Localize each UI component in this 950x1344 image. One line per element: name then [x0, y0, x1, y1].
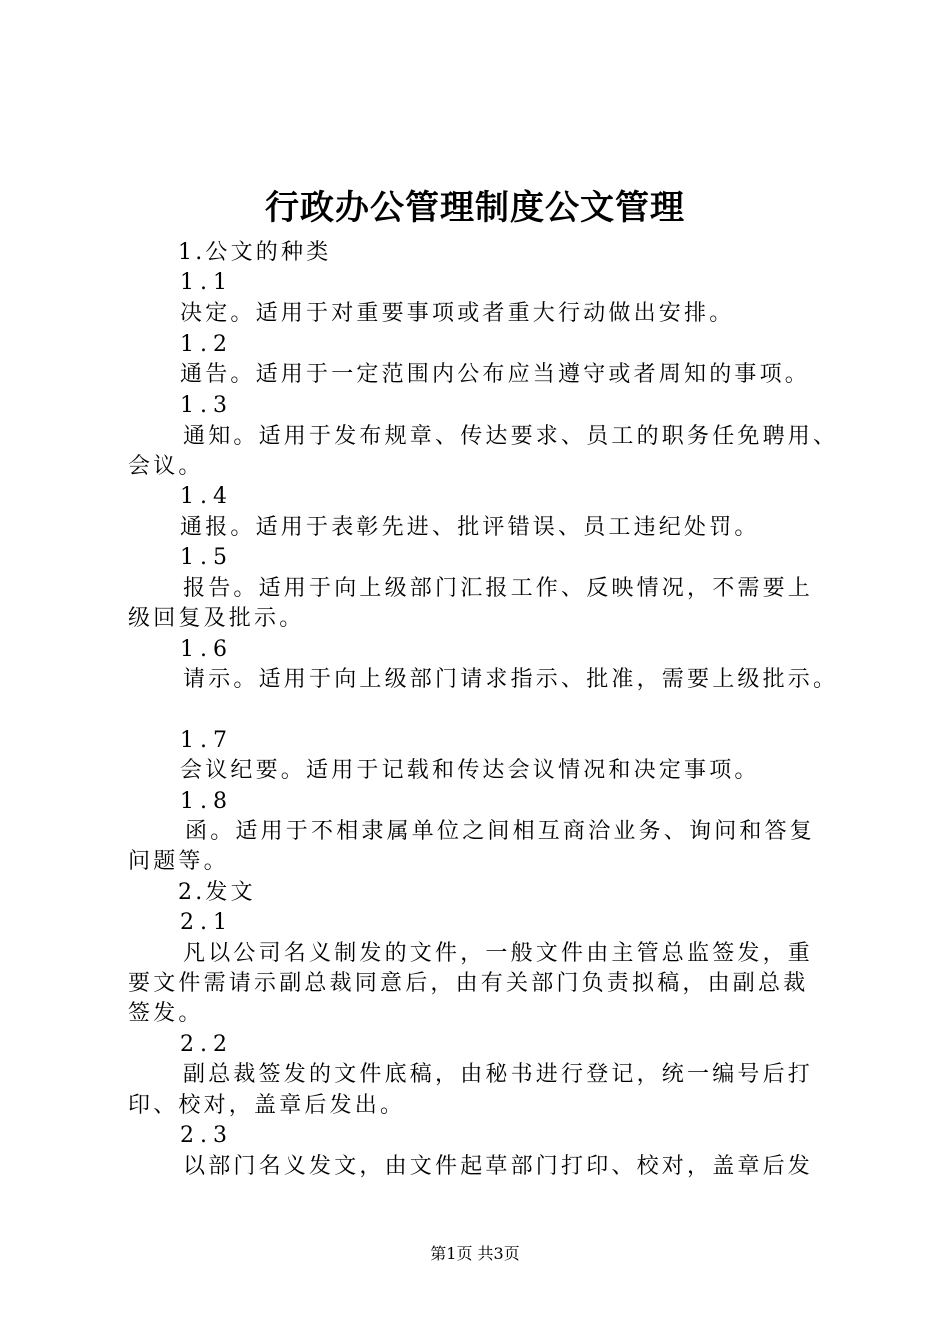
paragraph-line: 以部门名义发文，由文件起草部门打印、校对，盖章后发 [183, 1154, 814, 1179]
paragraph-line: 签发。 [128, 1001, 204, 1026]
paragraph-line: 会议纪要。适用于记载和传达会议情况和决定事项。 [180, 758, 760, 783]
paragraph-line: 副总裁签发的文件底稿，由秘书进行登记，统一编号后打 [183, 1062, 814, 1087]
section-heading: 2.发文 [178, 880, 256, 905]
item-number: 2.1 [180, 910, 233, 935]
paragraph-line: 通告。适用于一定范围内公布应当遵守或者周知的事项。 [180, 362, 811, 387]
section-heading: 1.公文的种类 [178, 240, 332, 265]
item-number: 1.7 [180, 728, 233, 753]
item-number: 1.2 [180, 332, 233, 357]
document-title: 行政办公管理制度公文管理 [265, 188, 685, 228]
paragraph-line: 问题等。 [128, 849, 229, 874]
item-number: 2.3 [180, 1123, 233, 1148]
item-number: 1.6 [180, 637, 233, 662]
item-number: 2.2 [180, 1032, 233, 1057]
paragraph-line: 决定。适用于对重要事项或者重大行动做出安排。 [180, 301, 735, 326]
paragraph-line: 要文件需请示副总裁同意后，由有关部门负责拟稿，由副总裁 [128, 971, 809, 996]
item-number: 1.4 [180, 484, 233, 509]
paragraph-line: 通报。适用于表彰先进、批评错误、员工违纪处罚。 [180, 515, 760, 540]
paragraph-line: 通知。适用于发布规章、传达要求、员工的职务任免聘用、 [183, 424, 839, 449]
paragraph-line: 请示。适用于向上级部门请求指示、批准，需要上级批示。 [183, 667, 839, 692]
paragraph-line: 印、校对，盖章后发出。 [128, 1093, 406, 1118]
item-number: 1.5 [180, 545, 233, 570]
paragraph-line: 级回复及批示。 [128, 606, 305, 631]
paragraph-line: 凡以公司名义制发的文件，一般文件由主管总监签发，重 [183, 941, 814, 966]
paragraph-line: 报告。适用于向上级部门汇报工作、反映情况，不需要上 [183, 576, 814, 601]
item-number: 1.8 [180, 789, 233, 814]
page-footer: 第1页 共3页 [430, 1244, 520, 1263]
paragraph-line: 会议。 [128, 454, 204, 479]
paragraph-line: 函。适用于不相隶属单位之间相互商洽业务、询问和答复 [185, 819, 816, 844]
item-number: 1.1 [180, 270, 233, 295]
item-number: 1.3 [180, 393, 233, 418]
